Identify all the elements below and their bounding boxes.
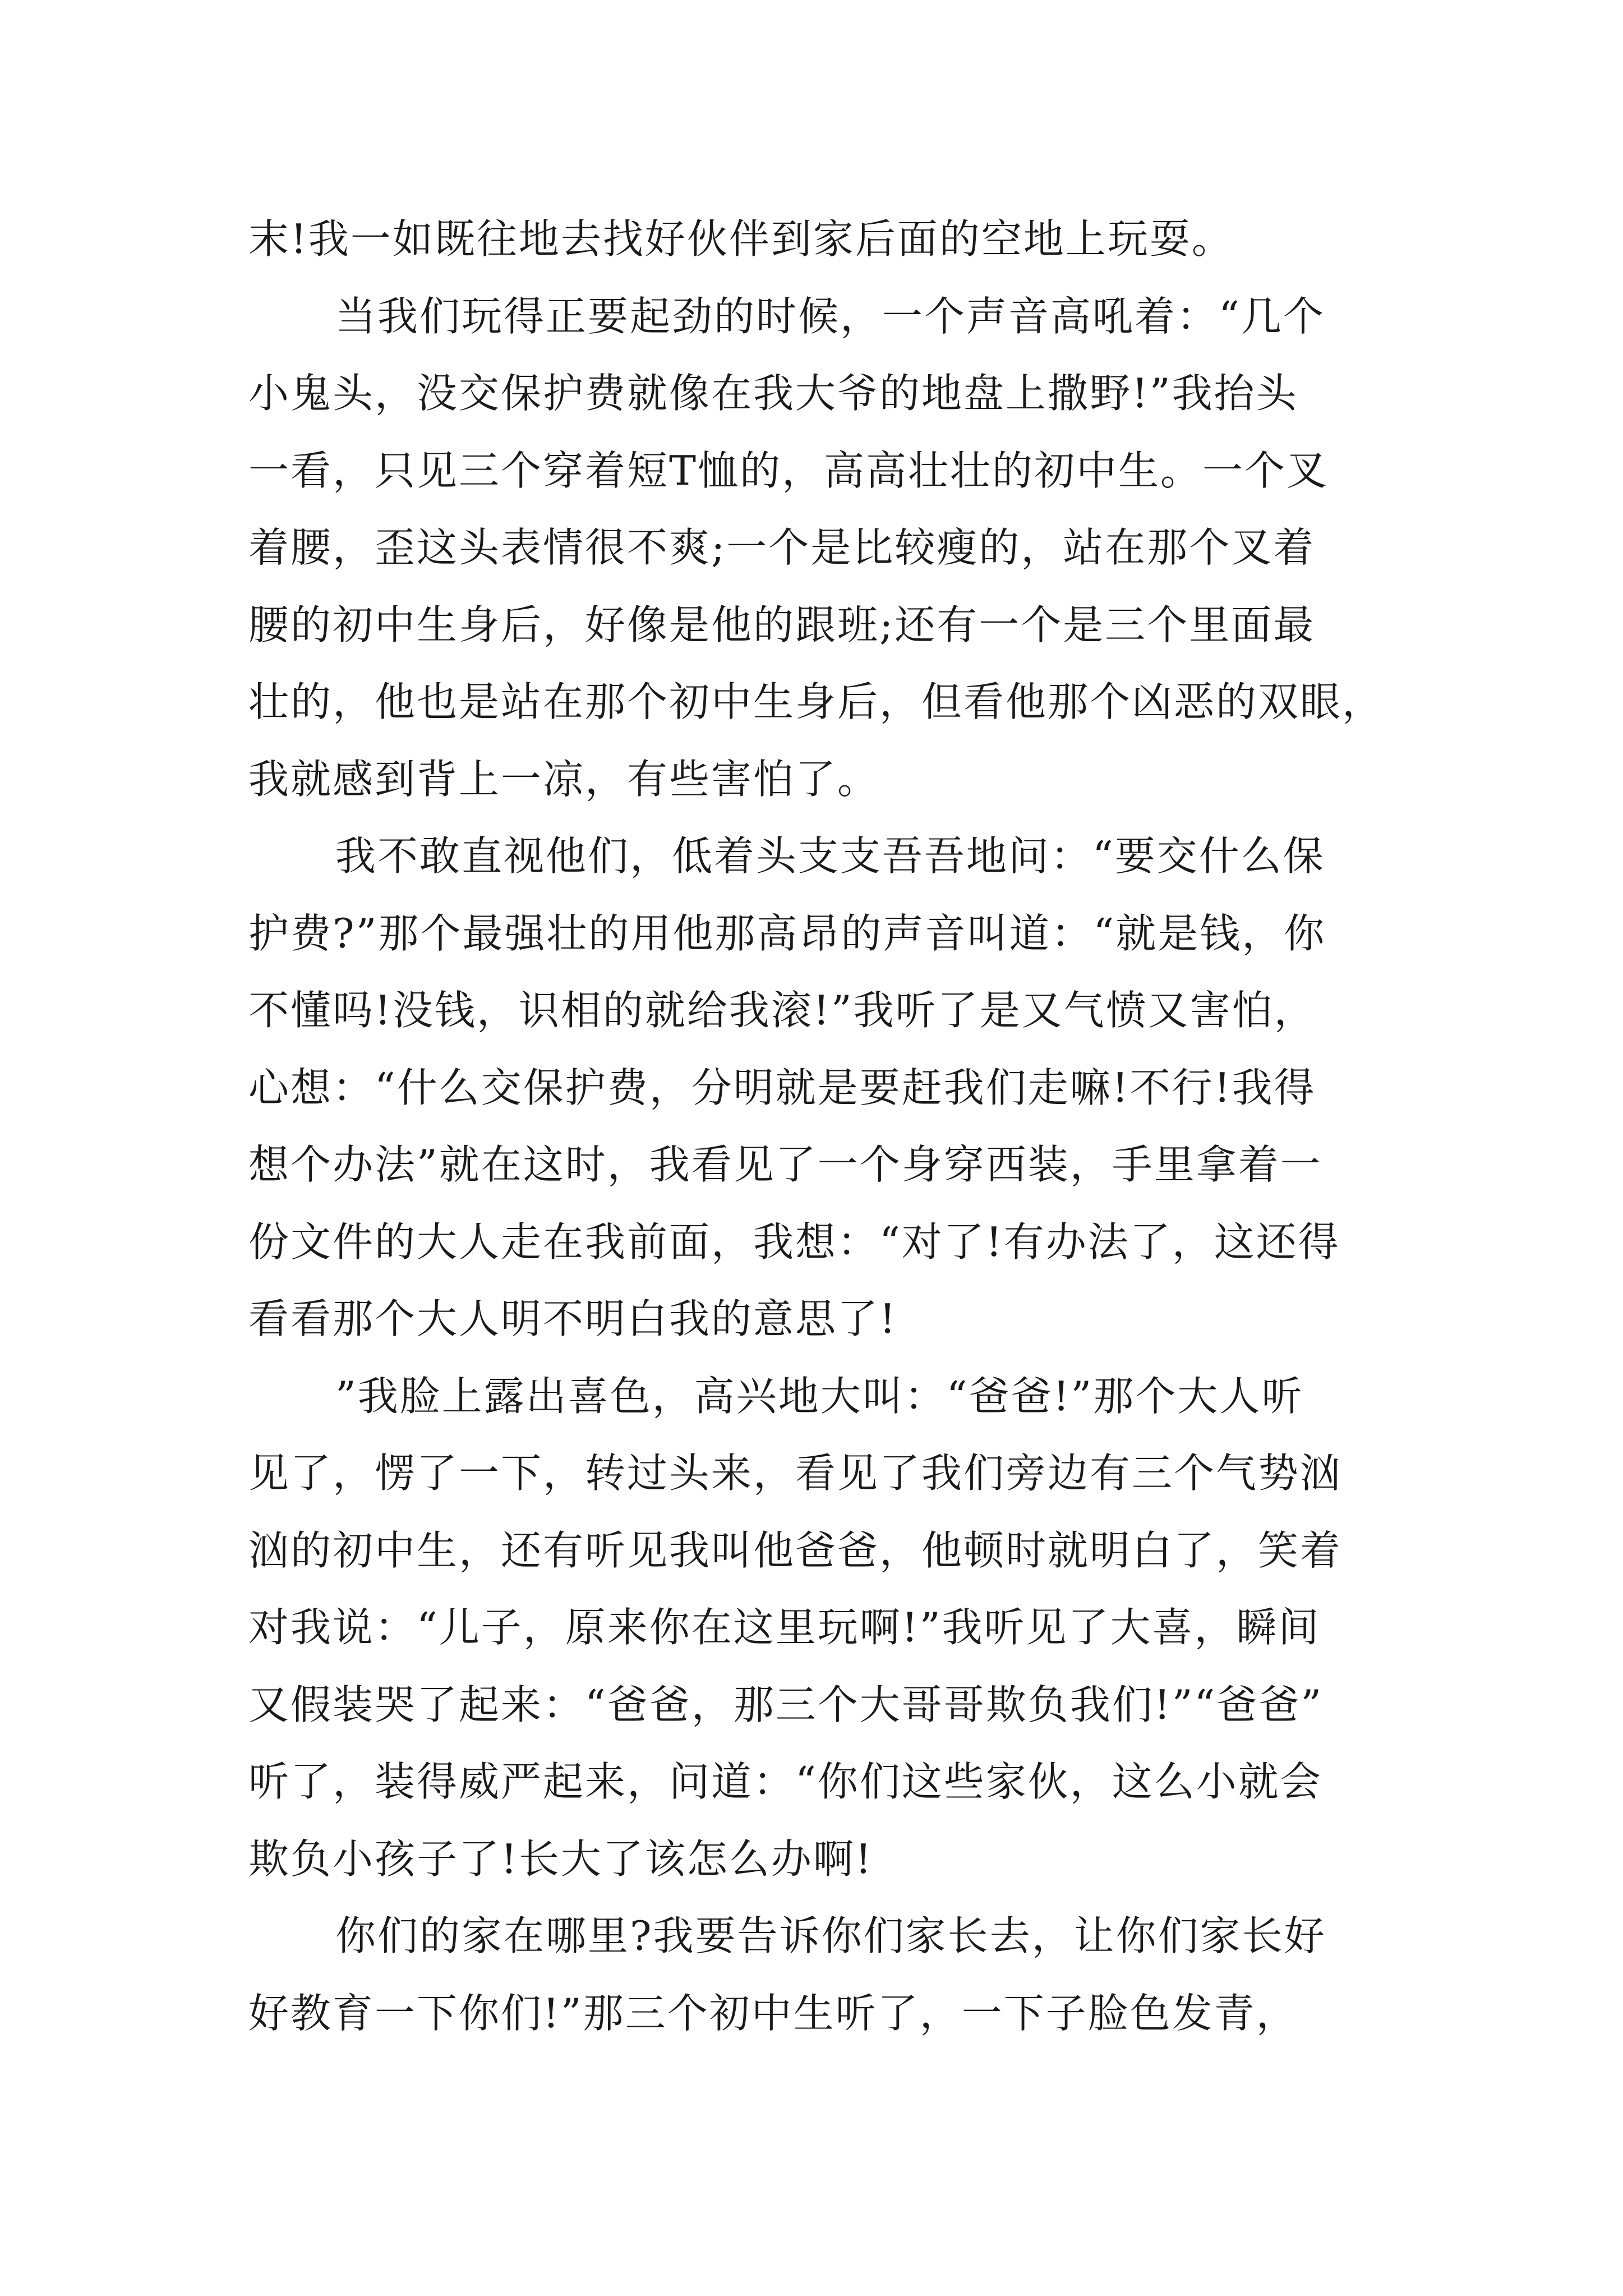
text-line: 份文件的大人走在我前面，我想：“对了!有办法了，这还得 [248, 1218, 1340, 1266]
text-line: 想个办法”就在这时，我看见了一个身穿西装，手里拿着一 [248, 1141, 1322, 1188]
text-line: 护费?”那个最强壮的用他那高昂的声音叫道：“就是钱，你 [248, 909, 1326, 957]
text-line: 腰的初中生身后，好像是他的跟班;还有一个是三个里面最 [248, 601, 1316, 648]
text-line: 我就感到背上一凉，有些害怕了。 [248, 755, 880, 803]
text-line: 看看那个大人明不明白我的意思了! [248, 1295, 897, 1342]
text-line: 见了，愣了一下，转过头来，看见了我们旁边有三个气势汹 [248, 1450, 1343, 1497]
text-line: 当我们玩得正要起劲的时候，一个声音高吼着：“几个 [335, 292, 1325, 340]
text-line: 你们的家在哪里?我要告诉你们家长去，让你们家长好 [335, 1912, 1326, 1959]
text-line: 一看，只见三个穿着短T恤的，高高壮壮的初中生。一个叉 [248, 447, 1329, 494]
text-line: 心想：“什么交保护费，分明就是要赶我们走嘛!不行!我得 [248, 1064, 1316, 1111]
text-line: 对我说：“儿子，原来你在这里玩啊!”我听见了大喜，瞬间 [248, 1604, 1321, 1651]
text-line: 壮的，他也是站在那个初中生身后，但看他那个凶恶的双眼， [248, 678, 1385, 725]
text-line: 末!我一如既往地去找好伙伴到家后面的空地上玩耍。 [248, 215, 1234, 263]
text-line: 汹的初中生，还有听见我叫他爸爸，他顿时就明白了，笑着 [248, 1526, 1343, 1574]
text-line: 听了，装得威严起来，问道：“你们这些家伙，这么小就会 [248, 1758, 1322, 1805]
text-line: 我不敢直视他们，低着头支支吾吾地问：“要交什么保 [335, 832, 1325, 880]
text-line: 又假装哭了起来：“爸爸，那三个大哥哥欺负我们!”“爸爸” [248, 1681, 1324, 1728]
text-line: 欺负小孩子了!长大了该怎么办啊! [248, 1835, 873, 1883]
text-line: 不懂吗!没钱，识相的就给我滚!”我听了是又气愤又害怕， [248, 987, 1316, 1034]
text-line: 小鬼头，没交保护费就像在我大爷的地盘上撒野!”我抬头 [248, 370, 1298, 417]
body-text [248, 201, 1385, 2052]
text-line: 好教育一下你们!”那三个初中生听了，一下子脸色发青， [248, 1989, 1298, 2037]
text-line: 着腰，歪这头表情很不爽;一个是比较瘦的，站在那个叉着 [248, 524, 1316, 571]
text-line: ”我脸上露出喜色，高兴地大叫：“爸爸!”那个大人听 [335, 1372, 1304, 1420]
